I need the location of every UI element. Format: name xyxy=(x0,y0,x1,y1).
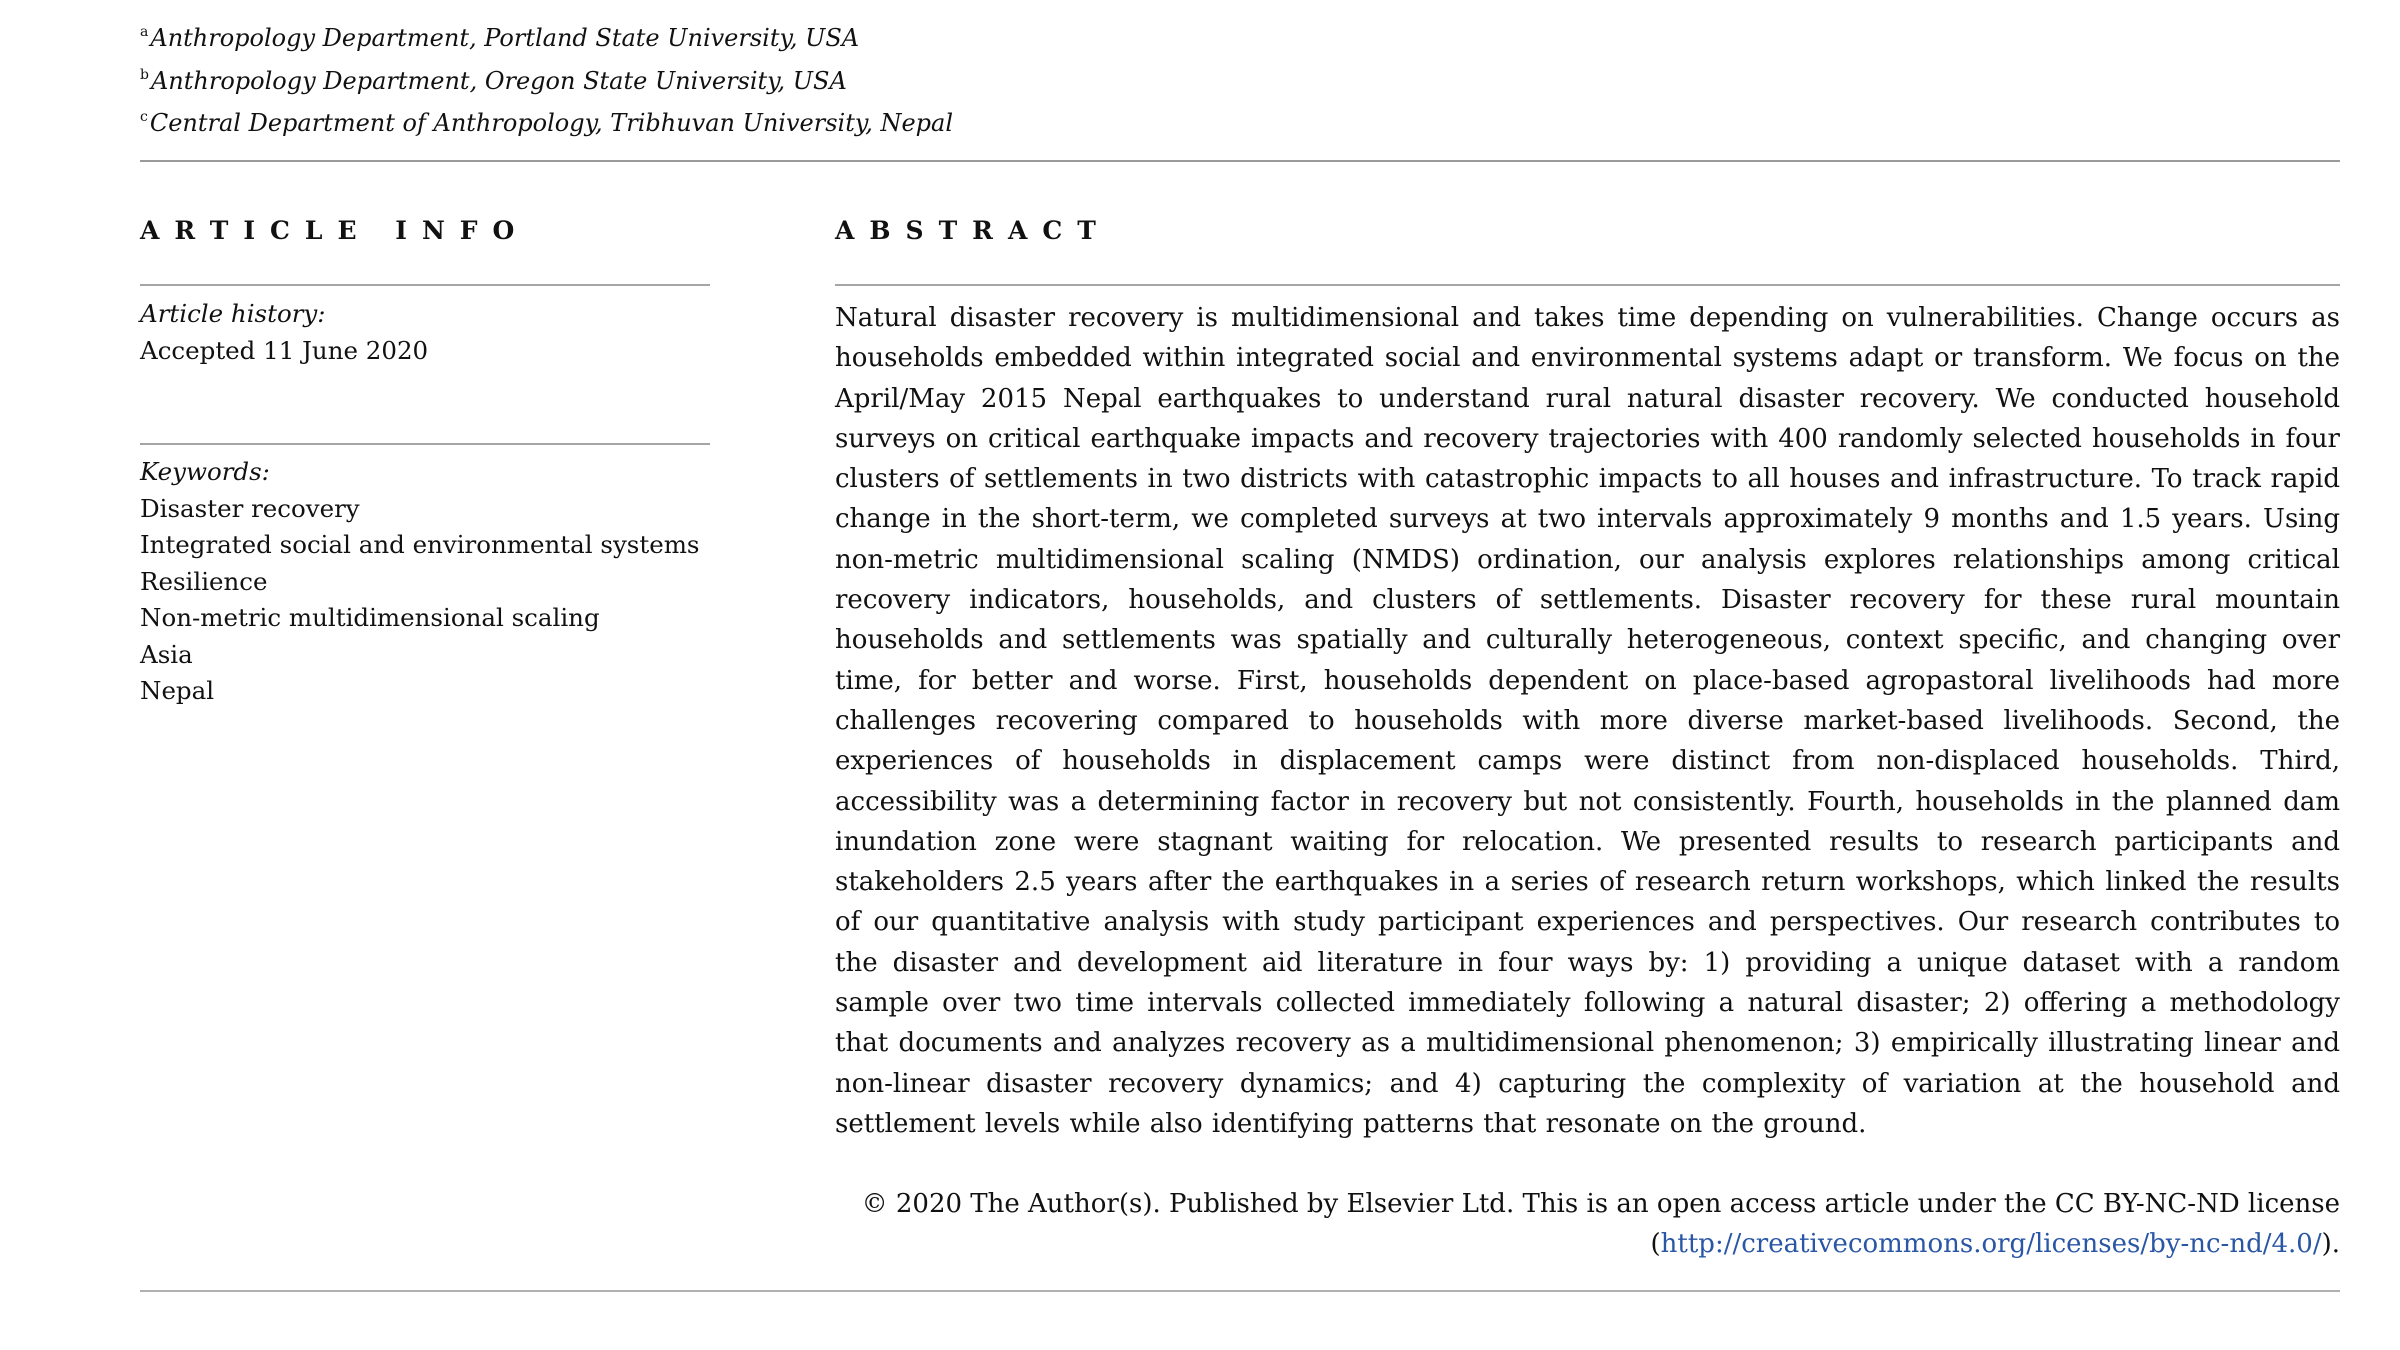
article-info-divider xyxy=(140,284,710,286)
keyword: Integrated social and environmental systems xyxy=(140,530,700,559)
affiliation-text: Central Department of Anthropology, Tribhuvan University, Nepal xyxy=(149,109,954,137)
keyword: Disaster recovery xyxy=(140,493,360,523)
footer-divider xyxy=(140,1290,2340,1292)
article-info-heading: ARTICLE INFO xyxy=(140,216,530,245)
copyright-text: © 2020 The Author(s). Published by Elsevier Ltd. This is an open access article under the CC BY-NC-ND license ( xyxy=(861,1189,2340,1260)
affiliation-c xyxy=(140,99,1540,142)
abstract-body: Natural disaster recovery is multidimensional and takes time depending on vulnerabilities. Change occurs as households embedded within integrated social and environmental systems adapt or transform. We focus on the April/May 2015 Nepal earthquakes to understand rural natural disaster recovery. We conducted household surveys on critical earthquake impacts and recovery trajectories with 400 randomly selected households in four clusters of settlements in two districts with catastrophic impacts to all houses and infrastructure. To track rapid change in the short-term, we completed surveys at two intervals approximately 9 months and 1.5 years. Using non-metric multidimensional scaling (NMDS) ordination, our analysis explores relationships among critical recovery indicators, households, and clusters of settlements. Disaster recovery for these rural mountain households and settlements was spatially and culturally heterogeneous, context specific, and changing over time, for better and worse. First, households dependent on place-based agropastoral livelihoods had more challenges recovering compared to households with more diverse market-based livelihoods. Second, the experiences of households in displacement camps were distinct from non-displaced households. Third, accessibility was a determining factor in recovery but not consistently. Fourth, households in the planned dam inundation zone were stagnant waiting for relocation. We presented results to research participants and stakeholders 2.5 years after the earthquakes in a series of research return workshops, which linked the results of our quantitative analysis with study participant experiences and perspectives. Our research contributes to the disaster and development aid literature in four ways by: 1) providing a unique dataset with a random sample over two time intervals collected immediately following a natural disaster; 2) offering a methodology that documents and analyzes recovery as a multidimensional phenomenon; 3) empirically illustrating linear and non-linear disaster recovery dynamics; and 4) capturing the complexity of variation at the household and settlement levels while also identifying patterns that resonate on the ground. xyxy=(835,303,2340,1139)
affiliation-text: Anthropology Department, Portland State University, USA xyxy=(150,24,860,52)
affiliation-mark: a xyxy=(140,24,149,40)
license-link[interactable]: http://creativecommons.org/licenses/by-nc-nd/4.0/ xyxy=(1660,1229,2322,1260)
affiliations xyxy=(140,14,1540,142)
affiliation-text: Anthropology Department, Oregon State University, USA xyxy=(150,66,847,95)
article-history xyxy=(140,296,700,369)
keywords-divider xyxy=(140,443,710,445)
affiliation-b xyxy=(140,57,1540,100)
keyword: Nepal xyxy=(140,676,215,705)
abstract-divider xyxy=(835,284,2340,286)
article-history-value: Accepted 11 June 2020 xyxy=(140,335,429,365)
keywords-label: Keywords: xyxy=(140,457,270,486)
article-history-label: Article history: xyxy=(140,299,326,328)
header-divider xyxy=(140,160,2340,162)
affiliation-mark: b xyxy=(140,66,149,83)
affiliation-mark: c xyxy=(140,109,148,125)
keyword: Resilience xyxy=(140,566,268,596)
keyword: Non-metric multidimensional scaling xyxy=(140,603,600,632)
keyword: Asia xyxy=(140,639,193,669)
keywords-block xyxy=(140,454,700,710)
affiliation-a xyxy=(140,14,1540,57)
copyright-notice xyxy=(835,1184,2340,1265)
copyright-close: ). xyxy=(2321,1229,2340,1260)
abstract-heading: ABSTRACT xyxy=(835,216,1111,245)
